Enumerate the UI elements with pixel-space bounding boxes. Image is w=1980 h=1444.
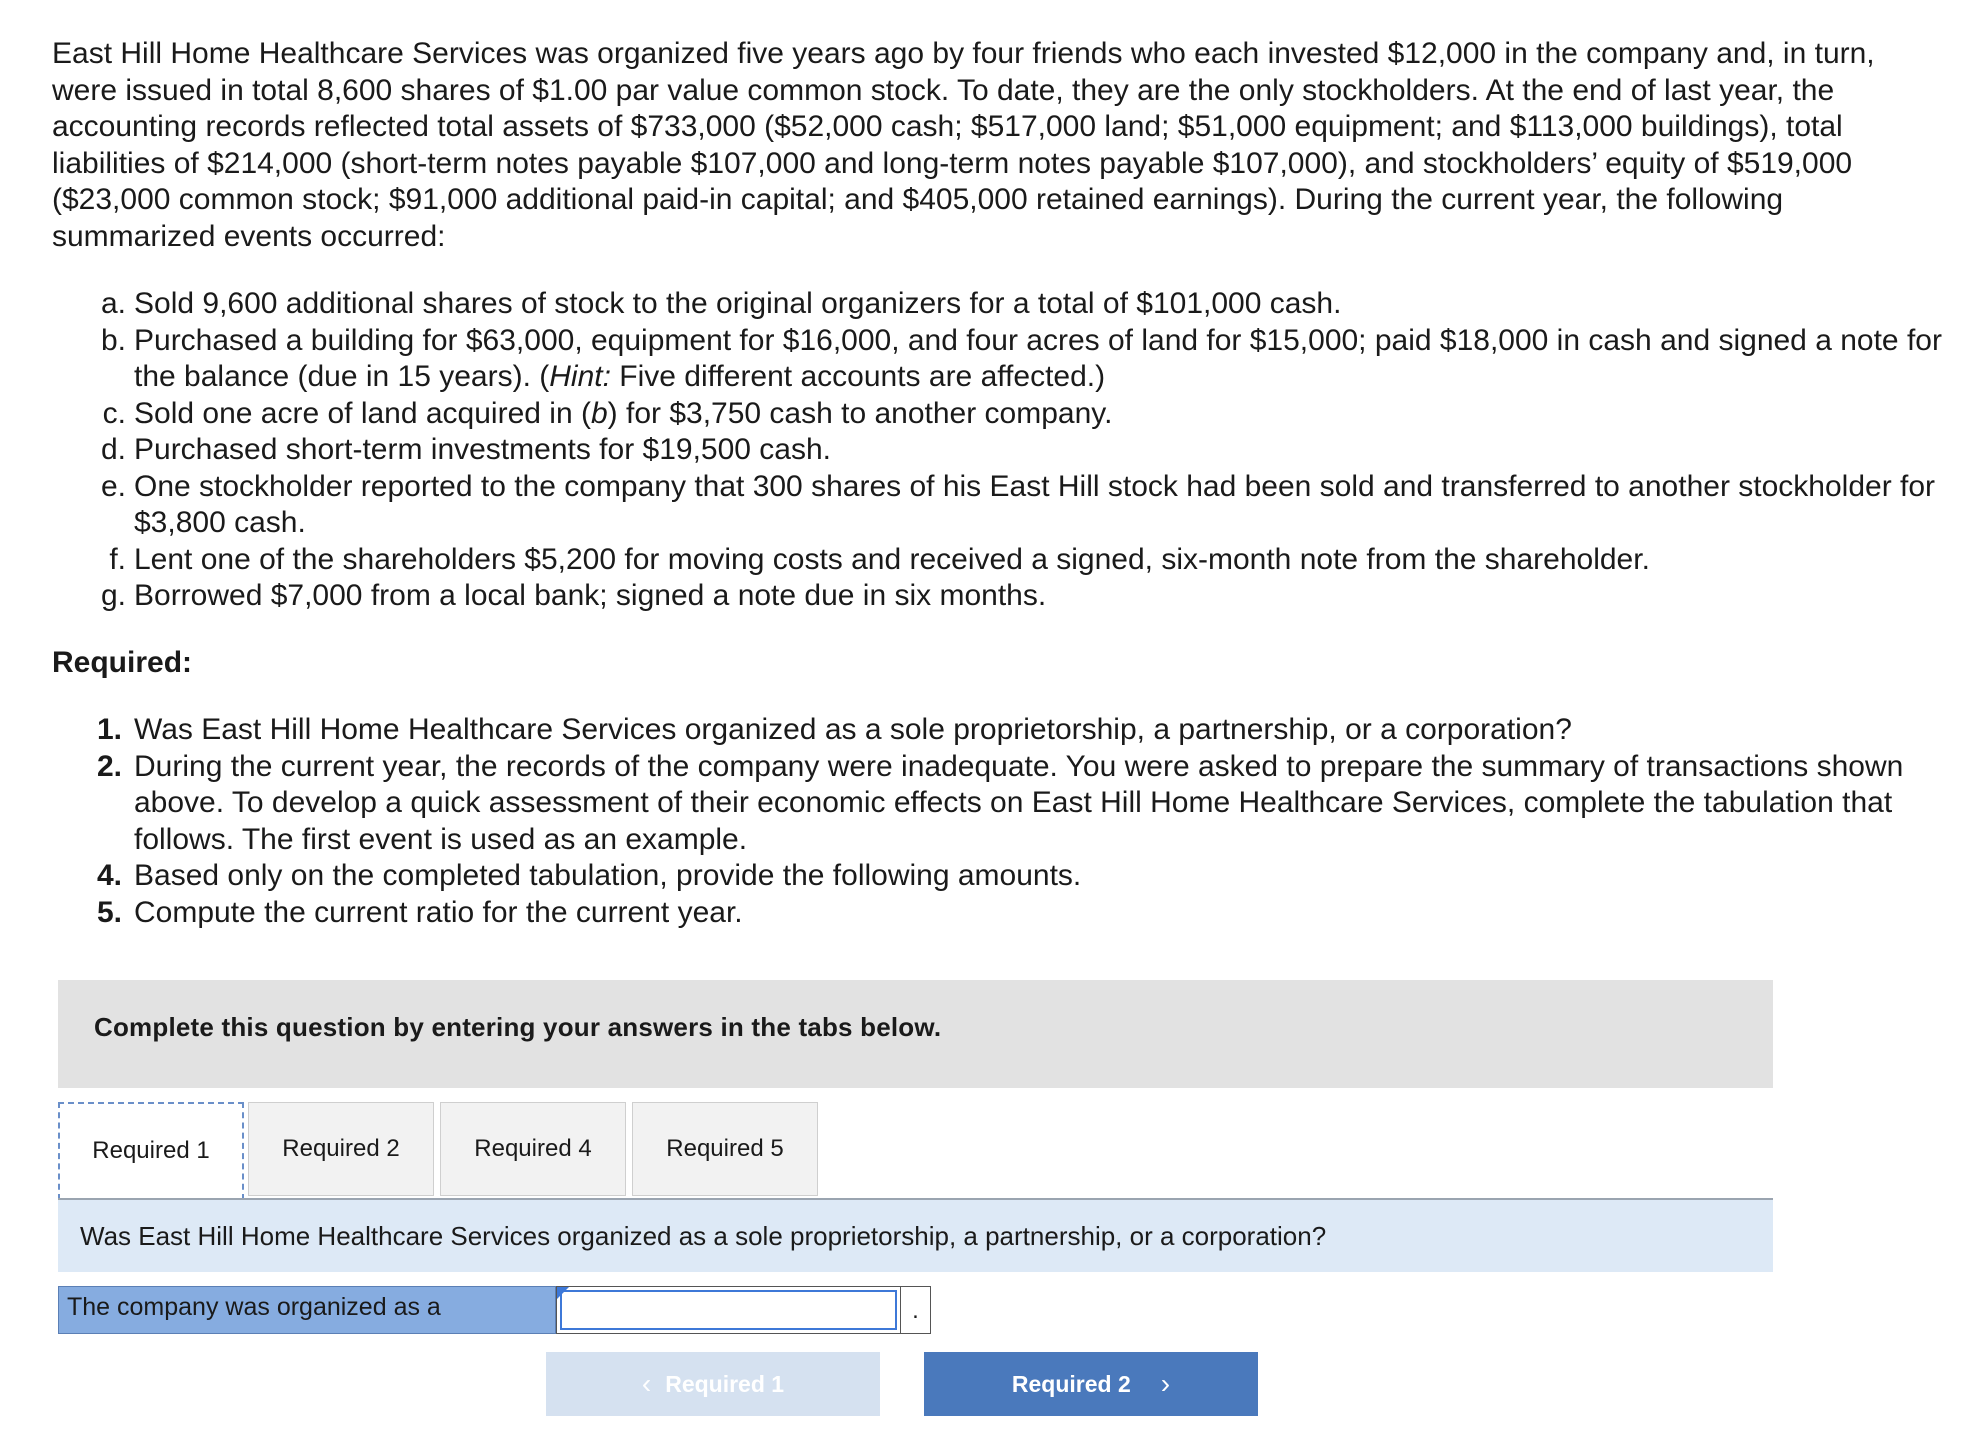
organization-type-input[interactable] [560, 1290, 897, 1330]
required-heading: Required: [52, 646, 193, 679]
event-text: Sold one acre of land acquired in ( [134, 396, 591, 430]
active-cell-marker-icon [557, 1287, 569, 1299]
event-label: c. [102, 396, 126, 430]
event-label: b. [100, 323, 126, 357]
requirement-text: Compute the current ratio for the current year. [134, 895, 743, 929]
requirement-number: 4. [96, 859, 122, 892]
event-text: Purchased a building for $63,000, equipment for $16,000, and four acres of land for $15,000; paid $18,000 in cash and signed a note for the balance (due in 15 years). ( [134, 323, 1942, 393]
tab-required-2[interactable]: Required 2 [248, 1102, 434, 1196]
question-text: Was East Hill Home Healthcare Services organized as a sole proprietorship, a partnership, or a corporation? [80, 1221, 1327, 1251]
problem-intro: East Hill Home Healthcare Services was organized five years ago by four friends who each invested $12,000 in the company and, in turn, were issued in total 8,600 shares of $1.00 par value common stock. To date, they are the only stockholders. At the end of last year, the accounting records reflected total assets of $733,000 ($52,000 cash; $517,000 land; $51,000 equipment; and $113,000 buildings), total liabilities of $214,000 (short-term notes payable $107,000 and long-term notes payable $107,000), and stockholders’ equity of $519,000 ($23,000 common stock; $91,000 additional paid-in capital; and $405,000 retained earnings). During the current year, the following summarized events occurred: [52, 37, 1875, 253]
answer-input-cell [556, 1286, 901, 1334]
event-label: f. [109, 542, 126, 576]
requirement-text: Was East Hill Home Healthcare Services organized as a sole proprietorship, a partnership, or a corporation? [134, 713, 1572, 746]
answer-suffix: . [901, 1286, 931, 1334]
previous-tab-label: Required 1 [665, 1370, 785, 1397]
event-text: One stockholder reported to the company that 300 shares of his East Hill stock had been sold and transferred to another stockholder for $3,800 cash. [134, 469, 1936, 539]
requirement-number: 5. [96, 895, 122, 929]
requirement-number: 1. [96, 713, 122, 746]
list-item [88, 858, 1948, 895]
next-tab-label: Required 2 [1011, 1370, 1131, 1397]
previous-tab-button[interactable] [546, 1352, 880, 1416]
list-item [88, 749, 1948, 859]
requirement-number: 2. [96, 749, 122, 783]
list-item [88, 469, 1948, 542]
instruction-banner [58, 980, 1773, 1088]
list-item [88, 286, 1948, 323]
event-label: a. [100, 287, 126, 320]
event-label: g. [100, 579, 126, 612]
instruction-text: Complete this question by entering your answers in the tabs below. [94, 1012, 942, 1042]
list-item [88, 542, 1948, 579]
list-item [88, 396, 1948, 433]
event-text-continued: Five different accounts are affected.) [610, 360, 1106, 393]
event-text: Lent one of the shareholders $5,200 for moving costs and received a signed, six-month note from the shareholder. [134, 542, 1650, 576]
event-label: d. [100, 433, 126, 466]
list-item [88, 578, 1948, 615]
requirements-list [88, 712, 1948, 931]
tab-required-1[interactable]: Required 1 [58, 1102, 244, 1200]
list-item [88, 895, 1948, 932]
event-reference: b [590, 396, 608, 430]
event-text: Borrowed $7,000 from a local bank; signed a note due in six months. [134, 579, 1047, 612]
tab-required-5[interactable]: Required 5 [632, 1102, 818, 1196]
tab-required-4[interactable]: Required 4 [440, 1102, 626, 1196]
requirement-text: During the current year, the records of the company were inadequate. You were asked to prepare the summary of transactions shown above. To develop a quick assessment of their economic effects on East Hill Home Healthcare Services, complete the tabulation that follows. The first event is used as an example. [134, 749, 1904, 856]
events-list [88, 286, 1948, 615]
requirement-text: Based only on the completed tabulation, provide the following amounts. [134, 859, 1082, 892]
list-item [88, 712, 1948, 749]
event-text-continued: ) for $3,750 cash to another company. [607, 396, 1113, 430]
event-label: e. [100, 469, 126, 503]
answer-label: The company was organized as a [58, 1286, 556, 1334]
list-item [88, 323, 1948, 396]
question-bar [58, 1200, 1773, 1272]
next-tab-button[interactable] [924, 1352, 1258, 1416]
event-text: Purchased short-term investments for $19,500 cash. [134, 433, 832, 466]
event-hint: Hint: [549, 360, 611, 393]
chevron-right-icon: › [1160, 1368, 1171, 1399]
event-text: Sold 9,600 additional shares of stock to the original organizers for a total of $101,000 cash. [134, 287, 1342, 320]
tab-bar [58, 1102, 1773, 1198]
list-item [88, 432, 1948, 469]
chevron-left-icon: ‹ [641, 1368, 652, 1399]
